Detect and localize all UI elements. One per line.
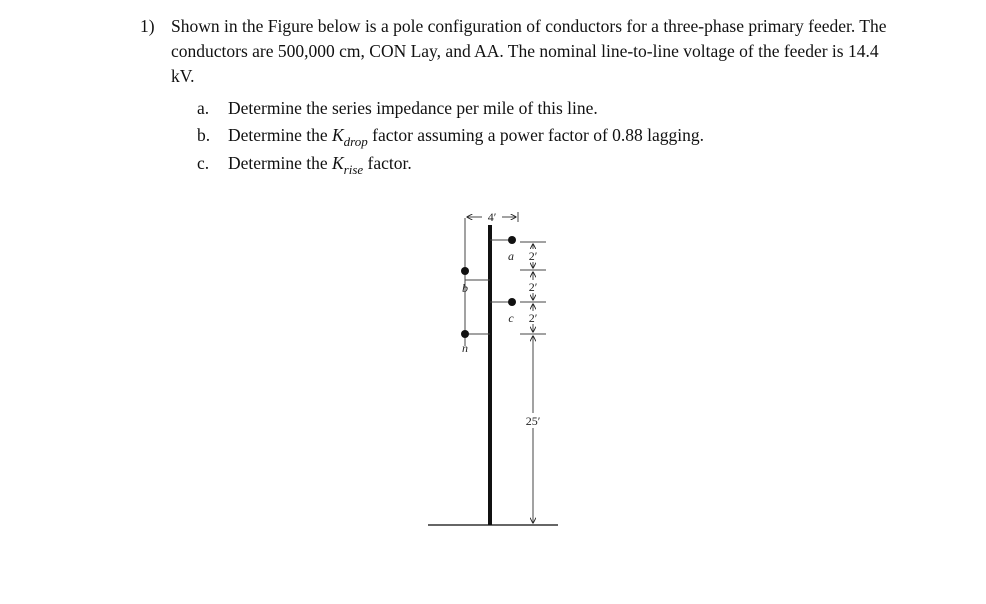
spacing-label-3: 2′	[528, 311, 538, 325]
k-symbol: K	[331, 153, 344, 173]
k-symbol: K	[331, 125, 344, 145]
problem-text: Shown in the Figure below is a pole configuration of conductors for a three-phase primary feeder. The conductors are 500,000 cm, CON Lay, and AA. The nominal line-to-line voltage of the feeder is 14.4 kV.	[171, 16, 887, 86]
conductor-n-label: n	[462, 341, 468, 355]
subpart-letter: b.	[197, 125, 211, 145]
subpart-text-before: Determine the	[228, 125, 332, 145]
pole-configuration-figure	[420, 200, 580, 540]
conductor-n	[461, 330, 469, 338]
subpart-letter: a.	[197, 98, 210, 118]
subpart-text-before: Determine the	[228, 153, 332, 173]
conductor-b-label: b	[462, 281, 468, 295]
problem-statement	[140, 14, 900, 89]
height-label: 25′	[525, 414, 541, 428]
subpart-b	[197, 122, 704, 150]
subpart-c	[197, 150, 704, 178]
conductor-c-label: c	[508, 311, 514, 325]
crossarm-width-label: 4′	[487, 210, 497, 224]
conductor-a	[508, 236, 516, 244]
pole-diagram	[420, 200, 580, 540]
subpart-a	[197, 95, 704, 122]
subpart-text-after: factor assuming a power factor of 0.88 lagging.	[367, 125, 705, 145]
subpart-letter: c.	[197, 153, 210, 173]
subpart-text	[228, 122, 704, 150]
k-subscript: drop	[343, 134, 368, 149]
subpart-text	[228, 150, 412, 178]
problem-number: 1)	[140, 16, 155, 36]
spacing-label-1: 2′	[528, 249, 538, 263]
conductor-a-label: a	[508, 249, 514, 263]
spacing-label-2: 2′	[528, 280, 538, 294]
k-subscript: rise	[343, 162, 364, 177]
conductor-c	[508, 298, 516, 306]
subpart-text-after: factor.	[363, 153, 412, 173]
subpart-text-before: Determine the series impedance per mile of this line.	[228, 98, 598, 118]
conductor-b	[461, 267, 469, 275]
subparts-list	[197, 95, 704, 178]
subpart-text	[228, 95, 598, 122]
